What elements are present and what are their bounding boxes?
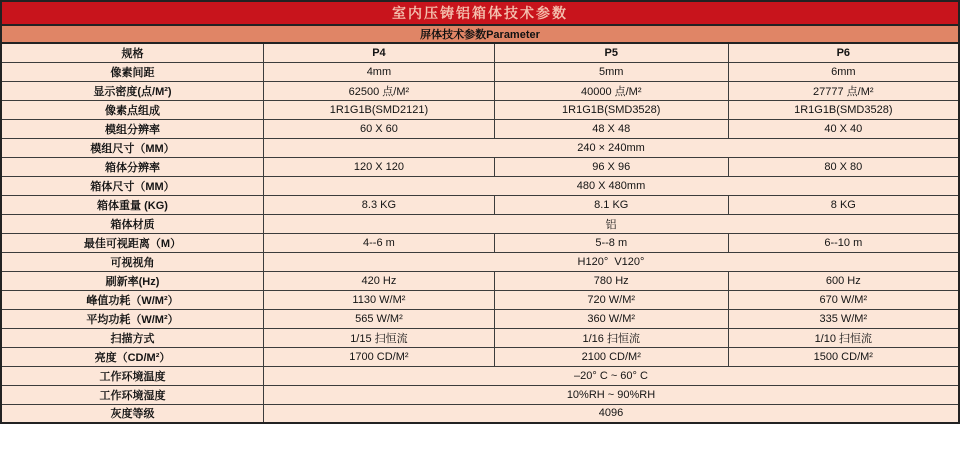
subtitle-row — [1, 25, 959, 43]
row-value: 1/10 扫恒流 — [728, 328, 959, 347]
row-label: 箱体材质 — [1, 214, 263, 233]
row-value: 5mm — [494, 62, 728, 81]
row-label: 工作环境湿度 — [1, 385, 263, 404]
row-value-spanning: 480 X 480mm — [263, 176, 959, 195]
row-value: 27777 点/M² — [728, 81, 959, 100]
column-header-p4: P4 — [263, 43, 494, 62]
row-value: 335 W/M² — [728, 309, 959, 328]
row-value: 4mm — [263, 62, 494, 81]
row-value: 8 KG — [728, 195, 959, 214]
title-row — [1, 1, 959, 25]
row-value: 8.3 KG — [263, 195, 494, 214]
row-value: 40000 点/M² — [494, 81, 728, 100]
row-value: 2100 CD/M² — [494, 347, 728, 366]
table-row — [1, 119, 959, 138]
table-row — [1, 252, 959, 271]
row-value: 600 Hz — [728, 271, 959, 290]
row-label: 模组分辨率 — [1, 119, 263, 138]
table-row — [1, 385, 959, 404]
row-value: 1500 CD/M² — [728, 347, 959, 366]
table-row — [1, 176, 959, 195]
table-row — [1, 328, 959, 347]
row-value: 720 W/M² — [494, 290, 728, 309]
row-value: 780 Hz — [494, 271, 728, 290]
row-value: 565 W/M² — [263, 309, 494, 328]
table-row — [1, 404, 959, 423]
row-value: 1/15 扫恒流 — [263, 328, 494, 347]
table-row — [1, 347, 959, 366]
row-value: 96 X 96 — [494, 157, 728, 176]
row-label: 工作环境温度 — [1, 366, 263, 385]
row-value: 1/16 扫恒流 — [494, 328, 728, 347]
row-value: 120 X 120 — [263, 157, 494, 176]
row-value-spanning: H120° V120° — [263, 252, 959, 271]
column-header-spec: 规格 — [1, 43, 263, 62]
row-label: 灰度等级 — [1, 404, 263, 423]
row-value: 1R1G1B(SMD3528) — [728, 100, 959, 119]
table-subtitle: 屏体技术参数Parameter — [1, 25, 959, 43]
table-row — [1, 195, 959, 214]
row-value: 4--6 m — [263, 233, 494, 252]
row-value-spanning: 240 × 240mm — [263, 138, 959, 157]
row-label: 箱体分辨率 — [1, 157, 263, 176]
row-value: 670 W/M² — [728, 290, 959, 309]
row-value-spanning: 10%RH ~ 90%RH — [263, 385, 959, 404]
table-row — [1, 309, 959, 328]
table-body — [1, 62, 959, 423]
table-row — [1, 233, 959, 252]
row-value: 80 X 80 — [728, 157, 959, 176]
table-row — [1, 62, 959, 81]
row-label: 模组尺寸（MM） — [1, 138, 263, 157]
page-title: 室内压铸铝箱体技术参数 — [1, 1, 959, 25]
row-value: 1700 CD/M² — [263, 347, 494, 366]
column-header-p6: P6 — [728, 43, 959, 62]
column-header-row — [1, 43, 959, 62]
table-row — [1, 100, 959, 119]
table-row — [1, 290, 959, 309]
row-label: 最佳可视距离（M） — [1, 233, 263, 252]
row-label: 平均功耗（W/M²） — [1, 309, 263, 328]
table-row — [1, 81, 959, 100]
column-header-p5: P5 — [494, 43, 728, 62]
row-value: 420 Hz — [263, 271, 494, 290]
row-value: 6--10 m — [728, 233, 959, 252]
row-value: 8.1 KG — [494, 195, 728, 214]
row-value-spanning: 铝 — [263, 214, 959, 233]
table-row — [1, 157, 959, 176]
row-value-spanning: –20° C ~ 60° C — [263, 366, 959, 385]
table-row — [1, 366, 959, 385]
row-label: 可视视角 — [1, 252, 263, 271]
row-label: 箱体重量 (KG) — [1, 195, 263, 214]
row-label: 峰值功耗（W/M²） — [1, 290, 263, 309]
row-label: 箱体尺寸（MM） — [1, 176, 263, 195]
row-label: 刷新率(Hz) — [1, 271, 263, 290]
row-value: 60 X 60 — [263, 119, 494, 138]
row-label: 像素间距 — [1, 62, 263, 81]
row-value: 5--8 m — [494, 233, 728, 252]
table-row — [1, 214, 959, 233]
table-row — [1, 138, 959, 157]
row-value: 40 X 40 — [728, 119, 959, 138]
row-label: 像素点组成 — [1, 100, 263, 119]
row-value: 62500 点/M² — [263, 81, 494, 100]
row-label: 亮度（CD/M²） — [1, 347, 263, 366]
row-value-spanning: 4096 — [263, 404, 959, 423]
row-value: 1130 W/M² — [263, 290, 494, 309]
row-label: 扫描方式 — [1, 328, 263, 347]
row-label: 显示密度(点/M²) — [1, 81, 263, 100]
row-value: 1R1G1B(SMD3528) — [494, 100, 728, 119]
table-row — [1, 271, 959, 290]
row-value: 6mm — [728, 62, 959, 81]
row-value: 1R1G1B(SMD2121) — [263, 100, 494, 119]
row-value: 48 X 48 — [494, 119, 728, 138]
row-value: 360 W/M² — [494, 309, 728, 328]
